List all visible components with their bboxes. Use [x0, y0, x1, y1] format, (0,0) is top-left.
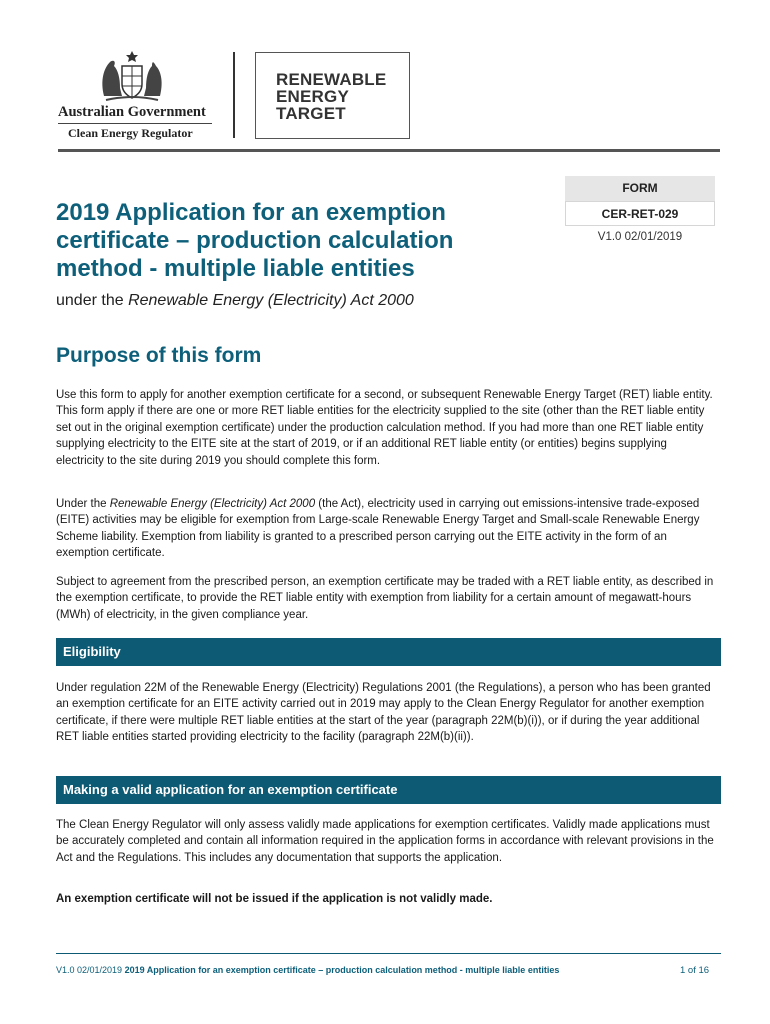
valid-application-paragraph: The Clean Energy Regulator will only assess validly made applications for exemption certificates. Validly made applications must be accurately completed and contain all information required in the application forms in accordance with relevant provisions in the Act and the Regulations. This includes any documentation that supports the application. — [56, 819, 714, 864]
footer-version: V1.0 02/01/2019 — [56, 965, 123, 975]
form-code: CER-RET-029 — [565, 201, 715, 226]
footer-doc-title: 2019 Application for an exemption certificate – production calculation method - multiple liable entities — [124, 965, 560, 975]
purpose-paragraph-3: Subject to agreement from the prescribed person, an exemption certificate may be traded with a RET liable entity, as described in the exemption certificate, to provide the RET liable entity with exemption from liability for a certain amount of megawatt-hours (MWh) of electricity, in the given compliance year. — [56, 576, 714, 621]
footer-doc-info — [56, 965, 559, 975]
p2-act: Renewable Energy (Electricity) Act 2000 — [109, 498, 316, 510]
coat-of-arms-icon — [96, 50, 168, 102]
government-name: Australian Government — [58, 104, 206, 120]
ret-logo-line: TARGET — [276, 104, 346, 123]
form-label: FORM — [565, 176, 715, 201]
footer-page-number: 1 of 16 — [680, 965, 710, 976]
document-subtitle — [56, 292, 414, 310]
form-version: V1.0 02/01/2019 — [597, 231, 683, 243]
purpose-paragraph-2 — [56, 496, 716, 562]
divider — [58, 123, 212, 124]
p2-after: (the Act), electricity used in carrying out emissions-intensive trade-exposed (EITE) activities may be eligible for exemption from Large-scale Renewable Energy Target and Small-scale Renewable Energy Scheme liability. Exemption from liability is granted to a prescribed person carrying out the EITE activity in the form of an exemption certificate. — [56, 498, 700, 560]
subtitle-prefix: under the — [56, 292, 129, 309]
agency-name: Clean Energy Regulator — [68, 126, 193, 140]
p2-before: Under the — [56, 498, 110, 510]
page-header — [0, 0, 770, 152]
footer-rule — [56, 953, 721, 954]
form-id-box — [565, 176, 715, 243]
ret-logo — [255, 52, 410, 139]
subtitle-act: Renewable Energy (Electricity) Act 2000 — [128, 292, 414, 309]
eligibility-heading: Eligibility — [56, 638, 721, 666]
valid-application-heading: Making a valid application for an exemption certificate — [56, 776, 721, 804]
ret-logo-line: ENERGY — [276, 87, 349, 106]
eligibility-paragraph: Under regulation 22M of the Renewable Energy (Electricity) Regulations 2001 (the Regulations), a person who has been granted an exemption certificate for an EITE activity carried out in 2019 may apply to the Clean Energy Regulator for another exemption certificate, if there were multiple RET liable entities at the start of the year (paragraph 22M(b)(i)), or if during the year additional RET liable entities started providing electricity to the facility (paragraph 22M(b)(ii)). — [56, 682, 711, 744]
logo-divider — [233, 52, 235, 138]
purpose-paragraph-1: Use this form to apply for another exemption certificate for a second, or subsequent Renewable Energy Target (RET) liable entity. This form apply if there are one or more RET liable entities for the electricity supplied to the site (other than the RET liable entity set out in the original exemption certificate) under the production calculation method. If you had more than one RET liable entity supplying electricity to the EITE site at the start of 2019, or if an additional RET liable entity (or entities) begins supplying electricity to the site during 2019 you should complete this form. — [56, 389, 713, 467]
header-rule — [58, 149, 720, 152]
valid-application-warning: An exemption certificate will not be issued if the application is not validly made. — [56, 893, 493, 905]
purpose-heading: Purpose of this form — [56, 344, 262, 367]
ret-logo-line: RENEWABLE — [276, 70, 387, 89]
document-title: 2019 Application for an exemption certificate – production calculation method - multiple liable entities — [56, 199, 454, 282]
